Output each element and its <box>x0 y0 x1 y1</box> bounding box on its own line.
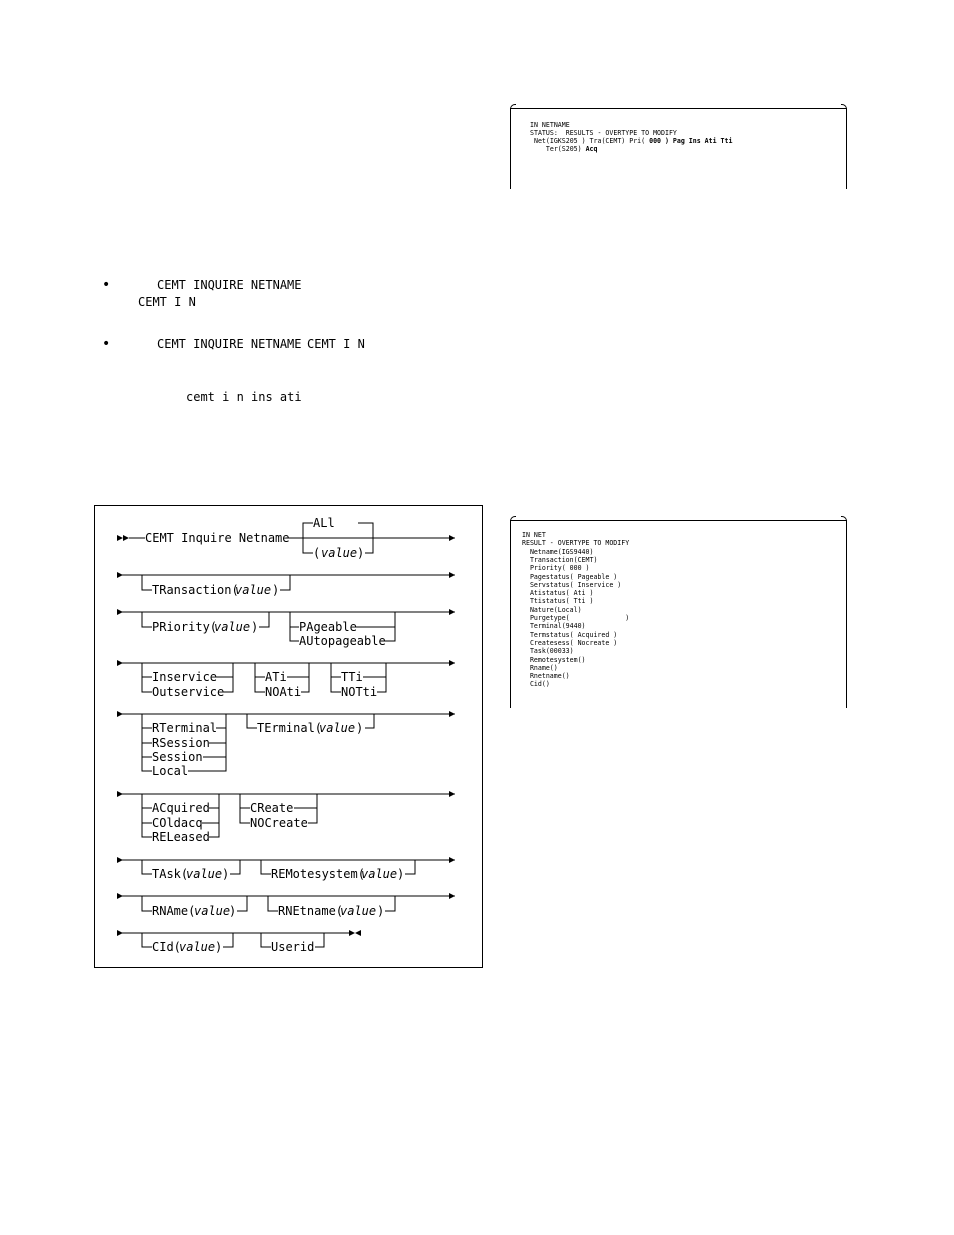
svg-text:value: value <box>186 867 223 881</box>
syntax-rnetname: RNEtname( <box>278 904 344 918</box>
example-command: cemt i n ins ati <box>186 390 302 404</box>
screen1-line-4: Ter(S205) Acq <box>530 145 598 153</box>
screen2-line: Transaction(CEMT) <box>522 555 598 564</box>
syntax-row-8 <box>117 893 455 918</box>
svg-text:): ) <box>215 940 223 954</box>
syntax-released: RELeased <box>152 830 210 844</box>
bullet-1-command: CEMT INQUIRE NETNAME <box>157 278 302 292</box>
svg-text:): ) <box>272 583 280 597</box>
screen2-line: Termstatus( Acquired ) <box>522 630 618 639</box>
svg-text:value: value <box>179 940 216 954</box>
syntax-pageable: PAgeable <box>299 620 357 634</box>
bullet-dot-1: • <box>102 277 111 293</box>
svg-text:(: ( <box>313 546 321 560</box>
syntax-rname: RNAme( <box>152 904 196 918</box>
screen2-line: Rname() <box>522 663 558 672</box>
screen2-line: Nature(Local) <box>522 605 582 614</box>
svg-text:): ) <box>377 904 385 918</box>
screen2-line: Task(00033) <box>522 647 574 656</box>
syntax-noati: NOAti <box>265 685 302 699</box>
syntax-create: CReate <box>250 801 294 815</box>
svg-text:value: value <box>319 721 356 735</box>
svg-text:): ) <box>222 867 230 881</box>
screen1-line-3: Net(IGKS205 ) Tra(CEMT) Pri( 000 ) Pag Ins Ati Tti <box>530 137 733 145</box>
syntax-rterminal: RTerminal <box>152 721 218 735</box>
syntax-tti: TTi <box>341 670 363 684</box>
syntax-row-3 <box>117 609 455 648</box>
screen-example-2 <box>510 520 847 708</box>
bullet-2-command: CEMT INQUIRE NETNAME <box>157 337 302 351</box>
svg-text:value: value <box>235 583 272 597</box>
syntax-ati: ATi <box>265 670 287 684</box>
syntax-notti: NOTti <box>341 685 378 699</box>
screen1-line-1: IN NETNAME <box>530 121 570 129</box>
screen2-line: Purgetype( ) <box>522 614 630 622</box>
syntax-row-1 <box>117 516 455 560</box>
syntax-row-2 <box>117 572 455 597</box>
syntax-row-4 <box>117 660 455 699</box>
syntax-command: CEMT Inquire Netname <box>145 531 290 545</box>
syntax-session: Session <box>152 750 203 764</box>
syntax-local: Local <box>152 764 189 778</box>
syntax-outservice: Outservice <box>152 685 225 699</box>
svg-text:): ) <box>229 904 237 918</box>
syntax-nocreate: NOCreate <box>250 816 308 830</box>
screen2-line: Createsess( Nocreate ) <box>522 638 618 647</box>
screen2-line: RESULT - OVERTYPE TO MODIFY <box>522 539 630 548</box>
bullet-dot-2: • <box>102 336 111 352</box>
syntax-task: TAsk( <box>152 867 189 881</box>
syntax-userid: Userid <box>271 940 315 954</box>
svg-text:value: value <box>340 904 377 918</box>
syntax-priority: PRiority( <box>152 620 218 634</box>
syntax-terminal: TErminal( <box>257 721 323 735</box>
svg-text:): ) <box>251 620 259 634</box>
screen2-line: Remotesystem() <box>522 655 586 664</box>
syntax-all: ALl <box>313 516 335 530</box>
screen-example-1 <box>510 108 847 189</box>
syntax-row-9 <box>117 930 361 954</box>
screen2-line: IN NET <box>522 531 546 539</box>
syntax-autopageable: AUtopageable <box>299 634 386 648</box>
syntax-value: value <box>321 546 358 560</box>
svg-text:value: value <box>214 620 251 634</box>
syntax-diagram <box>94 505 483 968</box>
syntax-rsession: RSession <box>152 736 210 750</box>
svg-text:): ) <box>357 546 365 560</box>
syntax-row-6 <box>117 791 455 844</box>
screen1-line-2: STATUS: RESULTS - OVERTYPE TO MODIFY <box>530 129 677 137</box>
screen2-line: Priority( 000 ) <box>522 564 590 573</box>
screen2-line: Atistatus( Ati ) <box>522 589 594 598</box>
syntax-row-5 <box>117 711 455 778</box>
screen2-line: Rnetname() <box>522 672 570 681</box>
screen2-line: Netname(IGS9440) <box>522 547 594 556</box>
bullet-2-abbrev: CEMT I N <box>307 337 365 351</box>
screen2-line: Terminal(9440) <box>522 622 586 631</box>
svg-text:value: value <box>194 904 231 918</box>
syntax-transaction: TRansaction( <box>152 583 239 597</box>
svg-text:value: value <box>361 867 398 881</box>
svg-text:): ) <box>356 721 364 735</box>
screen2-line: Cid() <box>522 680 550 689</box>
syntax-acquired: ACquired <box>152 801 210 815</box>
syntax-coldacq: COldacq <box>152 816 203 830</box>
screen2-line: Ttistatus( Tti ) <box>522 597 594 606</box>
screen2-line: Servstatus( Inservice ) <box>522 580 622 589</box>
screen2-line: Pagestatus( Pageable ) <box>522 572 618 581</box>
syntax-row-7 <box>117 857 455 881</box>
syntax-cid: CId( <box>152 940 181 954</box>
svg-text:): ) <box>397 867 405 881</box>
syntax-inservice: Inservice <box>152 670 218 684</box>
syntax-remotesystem: REMotesystem( <box>271 867 365 881</box>
bullet-1-abbrev: CEMT I N <box>138 295 196 309</box>
